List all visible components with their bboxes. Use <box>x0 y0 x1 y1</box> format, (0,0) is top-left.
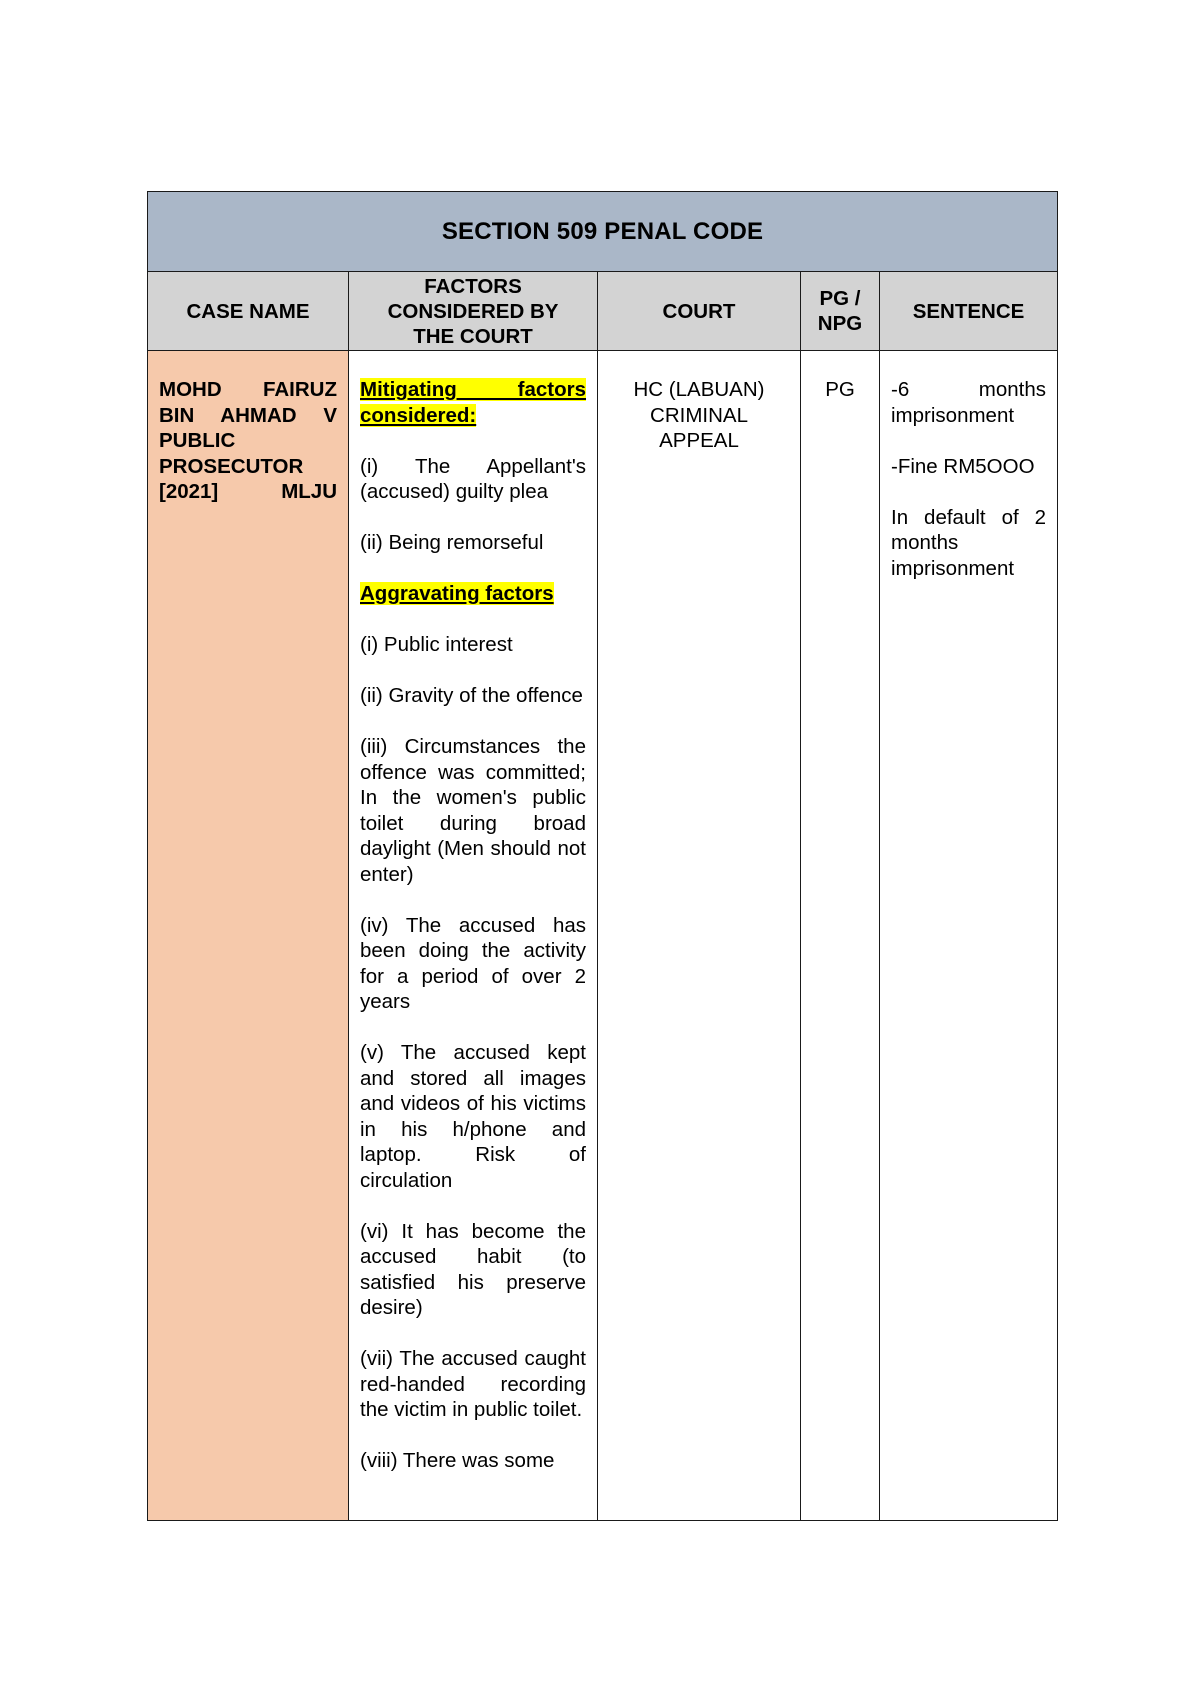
cell-sentence <box>880 351 1058 1521</box>
mitigating-factor: (ii) Being remorseful <box>360 531 544 554</box>
aggravating-factor: (i) Public interest <box>360 633 513 656</box>
header-case-name: CASE NAME <box>148 272 349 351</box>
pg-value: PG <box>825 378 855 401</box>
sentence-item: In default of 2 months imprisonment <box>891 505 1047 580</box>
aggravating-factor: (viii) There was some <box>360 1449 555 1472</box>
cell-case-name <box>148 351 349 1521</box>
cell-factors <box>349 351 598 1521</box>
case-name-text <box>148 351 348 505</box>
aggravating-factor: (vii) The accused caught red-handed recording the victim in public toilet. <box>360 1347 586 1421</box>
court-text: HC (LABUAN) CRIMINAL APPEAL <box>633 378 765 452</box>
sentence-item: -6 months imprisonment <box>891 378 1047 427</box>
aggravating-factor: (iii) Circumstances the offence was committed; In the women's public toilet during broad daylight (Men should not enter) <box>360 735 586 886</box>
aggravating-heading <box>360 581 586 607</box>
aggravating-factor: (vi) It has become the accused habit (to satisfied his preserve desire) <box>360 1219 586 1319</box>
aggravating-factor: (v) The accused kept and stored all images and videos of his victims in his h/phone and laptop. Risk of circulation <box>360 1041 586 1192</box>
header-pg <box>801 272 880 351</box>
header-factors <box>349 272 598 351</box>
case-name-value: MOHD FAIRUZ BIN AHMAD V PUBLIC PROSECUTOR [2021] MLJU <box>159 378 337 503</box>
cell-pg <box>801 351 880 1521</box>
court-value <box>598 351 800 454</box>
aggravating-factor: (iv) The accused has been doing the activity for a period of over 2 years <box>360 913 586 1013</box>
aggravating-factor: (ii) Gravity of the offence <box>360 684 583 707</box>
header-court: COURT <box>598 272 801 351</box>
header-sentence: SENTENCE <box>880 272 1058 351</box>
sentence-list <box>880 351 1057 581</box>
mitigating-heading <box>360 377 586 428</box>
penal-code-table <box>147 191 1058 1521</box>
sentence-item: -Fine RM5OOO <box>891 454 1035 478</box>
aggravating-heading-text: Aggravating factors <box>360 582 554 605</box>
mitigating-heading-text: Mitigating factors considered: <box>360 378 586 427</box>
mitigating-factor: (i) The Appellant's (accused) guilty plea <box>360 454 586 503</box>
table-title: SECTION 509 PENAL CODE <box>148 192 1058 272</box>
cell-court <box>598 351 801 1521</box>
header-factors-label: FACTORS CONSIDERED BY THE COURT <box>387 274 559 348</box>
header-pg-label: PG / NPG <box>817 287 863 335</box>
factors-list <box>349 351 597 1474</box>
